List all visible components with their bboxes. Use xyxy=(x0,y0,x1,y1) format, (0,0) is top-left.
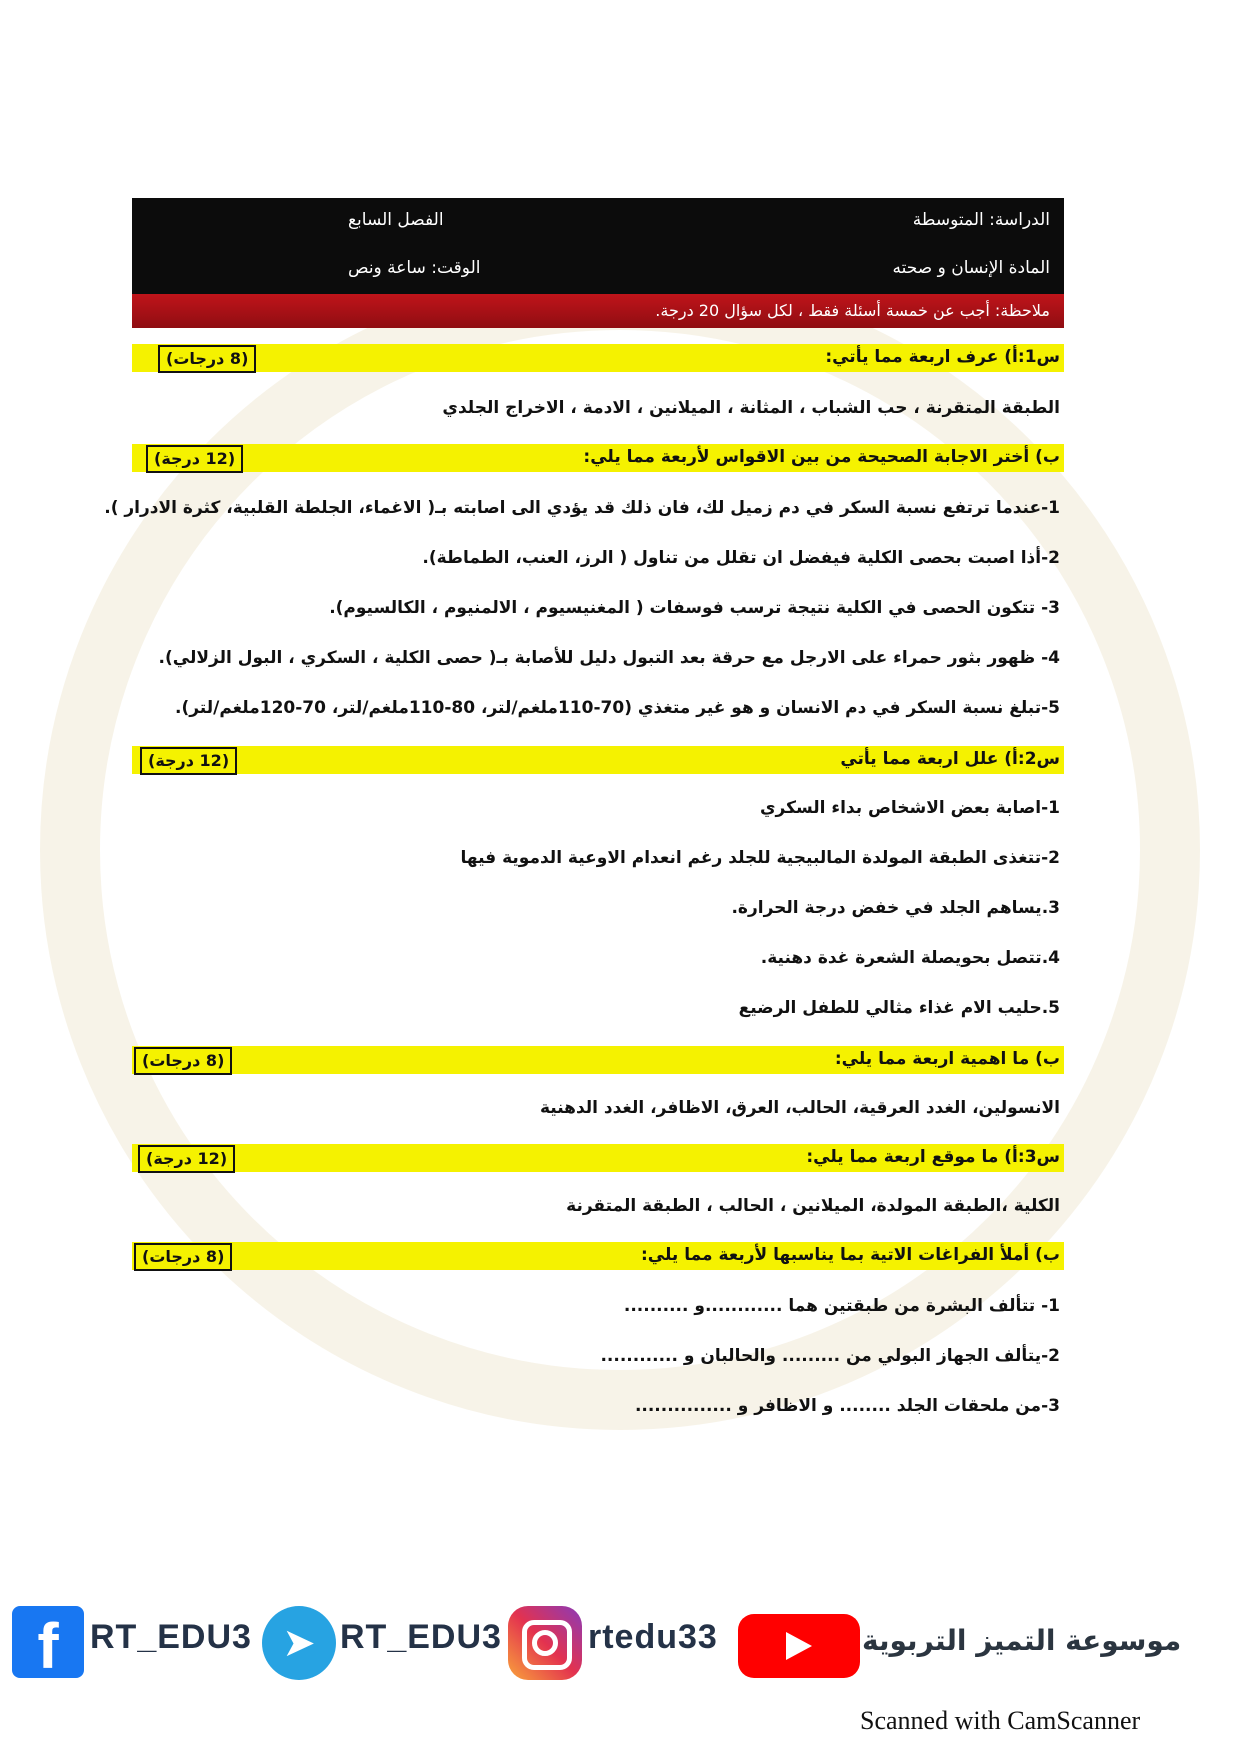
question-2a-banner xyxy=(132,746,1064,774)
exam-note: ملاحظة: أجب عن خمسة أسئلة فقط ، لكل سؤال 20 درجة. xyxy=(132,294,1064,328)
question-title: ب) أختر الاجابة الصحيحة من بين الاقواس لأربعة مما يلي: xyxy=(583,447,1060,467)
question-1b-item: 3- تتكون الحصى في الكلية نتيجة ترسب فوسفات ( المغنيسيوم ، الالمنيوم ، الكالسيوم). xyxy=(329,598,1060,618)
mark-badge: (12 درجة) xyxy=(146,445,243,473)
question-1b-item: 4- ظهور بثور حمراء على الارجل مع حرقة بعد التبول دليل للأصابة بـ( حصى الكلية ، السكري ، البول الزلالي). xyxy=(158,648,1060,668)
question-2b-banner xyxy=(132,1046,1064,1074)
question-3a-terms: الكلية ،الطبقة المولدة، الميلانين ، الحالب ، الطبقة المتقرنة xyxy=(566,1196,1060,1216)
question-title: س1:أ) عرف اربعة مما يأتي: xyxy=(825,347,1060,367)
question-1a-terms: الطبقة المتقرنة ، حب الشباب ، المثانة ، الميلانين ، الادمة ، الاخراج الجلدي xyxy=(442,398,1060,418)
question-1a-banner xyxy=(132,344,1064,372)
question-title: س2:أ) علل اربعة مما يأتي xyxy=(840,749,1060,769)
question-title: ب) أملأ الفراغات الاتية بما يناسبها لأربعة مما يلي: xyxy=(641,1245,1060,1265)
question-1b-item: 5-تبلغ نسبة السكر في دم الانسان و هو غير متغذي (70-110ملغم/لتر، 80-110ملغم/لتر، 70-120ملغم/لتر). xyxy=(175,698,1060,718)
question-1b-item: 1-عندما ترتفع نسبة السكر في دم زميل لك، فان ذلك قد يؤدي الى اصابته بـ( الاغماء، الجلطة القلبية، كثرة الادرار ). xyxy=(104,498,1060,518)
youtube-play-icon xyxy=(786,1632,812,1660)
footer-social-bar xyxy=(0,1600,1240,1690)
camscanner-watermark: Scanned with CamScanner xyxy=(860,1706,1141,1735)
question-3b-banner xyxy=(132,1242,1064,1270)
question-1b-banner xyxy=(132,444,1064,472)
youtube-icon[interactable] xyxy=(738,1614,860,1678)
mark-badge: (8 درجات) xyxy=(134,1243,232,1271)
facebook-icon[interactable]: f xyxy=(12,1606,84,1678)
mark-badge: (12 درجة) xyxy=(138,1145,235,1173)
question-3b-item: 1- تتألف البشرة من طبقتين هما ............و .......... xyxy=(623,1296,1060,1316)
question-title: ب) ما اهمية اربعة مما يلي: xyxy=(834,1049,1060,1069)
mark-badge: (12 درجة) xyxy=(140,747,237,775)
instagram-lens xyxy=(532,1630,558,1656)
question-title: س3:أ) ما موقع اربعة مما يلي: xyxy=(806,1147,1060,1167)
subject-label: المادة الإنسان و صحته xyxy=(892,258,1050,278)
question-2a-item: 4.تتصل بحويصلة الشعرة غدة دهنية. xyxy=(760,948,1060,968)
question-2a-item: 2-تتغذى الطبقة المولدة المالبيجية للجلد رغم انعدام الاوعية الدموية فيها xyxy=(460,848,1060,868)
telegram-handle[interactable]: RT_EDU3 xyxy=(340,1618,502,1656)
question-3a-banner xyxy=(132,1144,1064,1172)
mark-badge: (8 درجات) xyxy=(134,1047,232,1075)
question-2a-item: 1-اصابة بعض الاشخاص بداء السكري xyxy=(759,798,1060,818)
facebook-handle[interactable]: RT_EDU3 xyxy=(90,1618,252,1656)
question-2b-terms: الانسولين، الغدد العرقية، الحالب، العرق، الاظافر، الغدد الدهنية xyxy=(539,1098,1060,1118)
time-label: الوقت: ساعة ونص xyxy=(348,258,481,278)
mark-badge: (8 درجات) xyxy=(158,345,256,373)
brand-name: موسوعة التميز التربوية xyxy=(862,1624,1182,1657)
question-1b-item: 2-أذا اصبت بحصى الكلية فيفضل ان تقلل من تناول ( الرز، العنب، الطماطة). xyxy=(422,548,1060,568)
exam-header xyxy=(132,198,1064,328)
question-3b-item: 2-يتألف الجهاز البولي من ......... والحالبان و ............ xyxy=(600,1346,1060,1366)
question-3b-item: 3-من ملحقات الجلد ........ و الاظافر و ............... xyxy=(634,1396,1060,1416)
stage-label: الدراسة: المتوسطة xyxy=(912,210,1050,230)
chapter-label: الفصل السابع xyxy=(348,210,444,230)
question-2a-item: 3.يساهم الجلد في خفض درجة الحرارة. xyxy=(731,898,1060,918)
telegram-icon[interactable]: ➤ xyxy=(262,1606,336,1680)
instagram-handle[interactable]: rtedu33 xyxy=(588,1618,718,1656)
instagram-icon[interactable] xyxy=(508,1606,582,1680)
question-2a-item: 5.حليب الام غذاء مثالي للطفل الرضيع xyxy=(738,998,1060,1018)
